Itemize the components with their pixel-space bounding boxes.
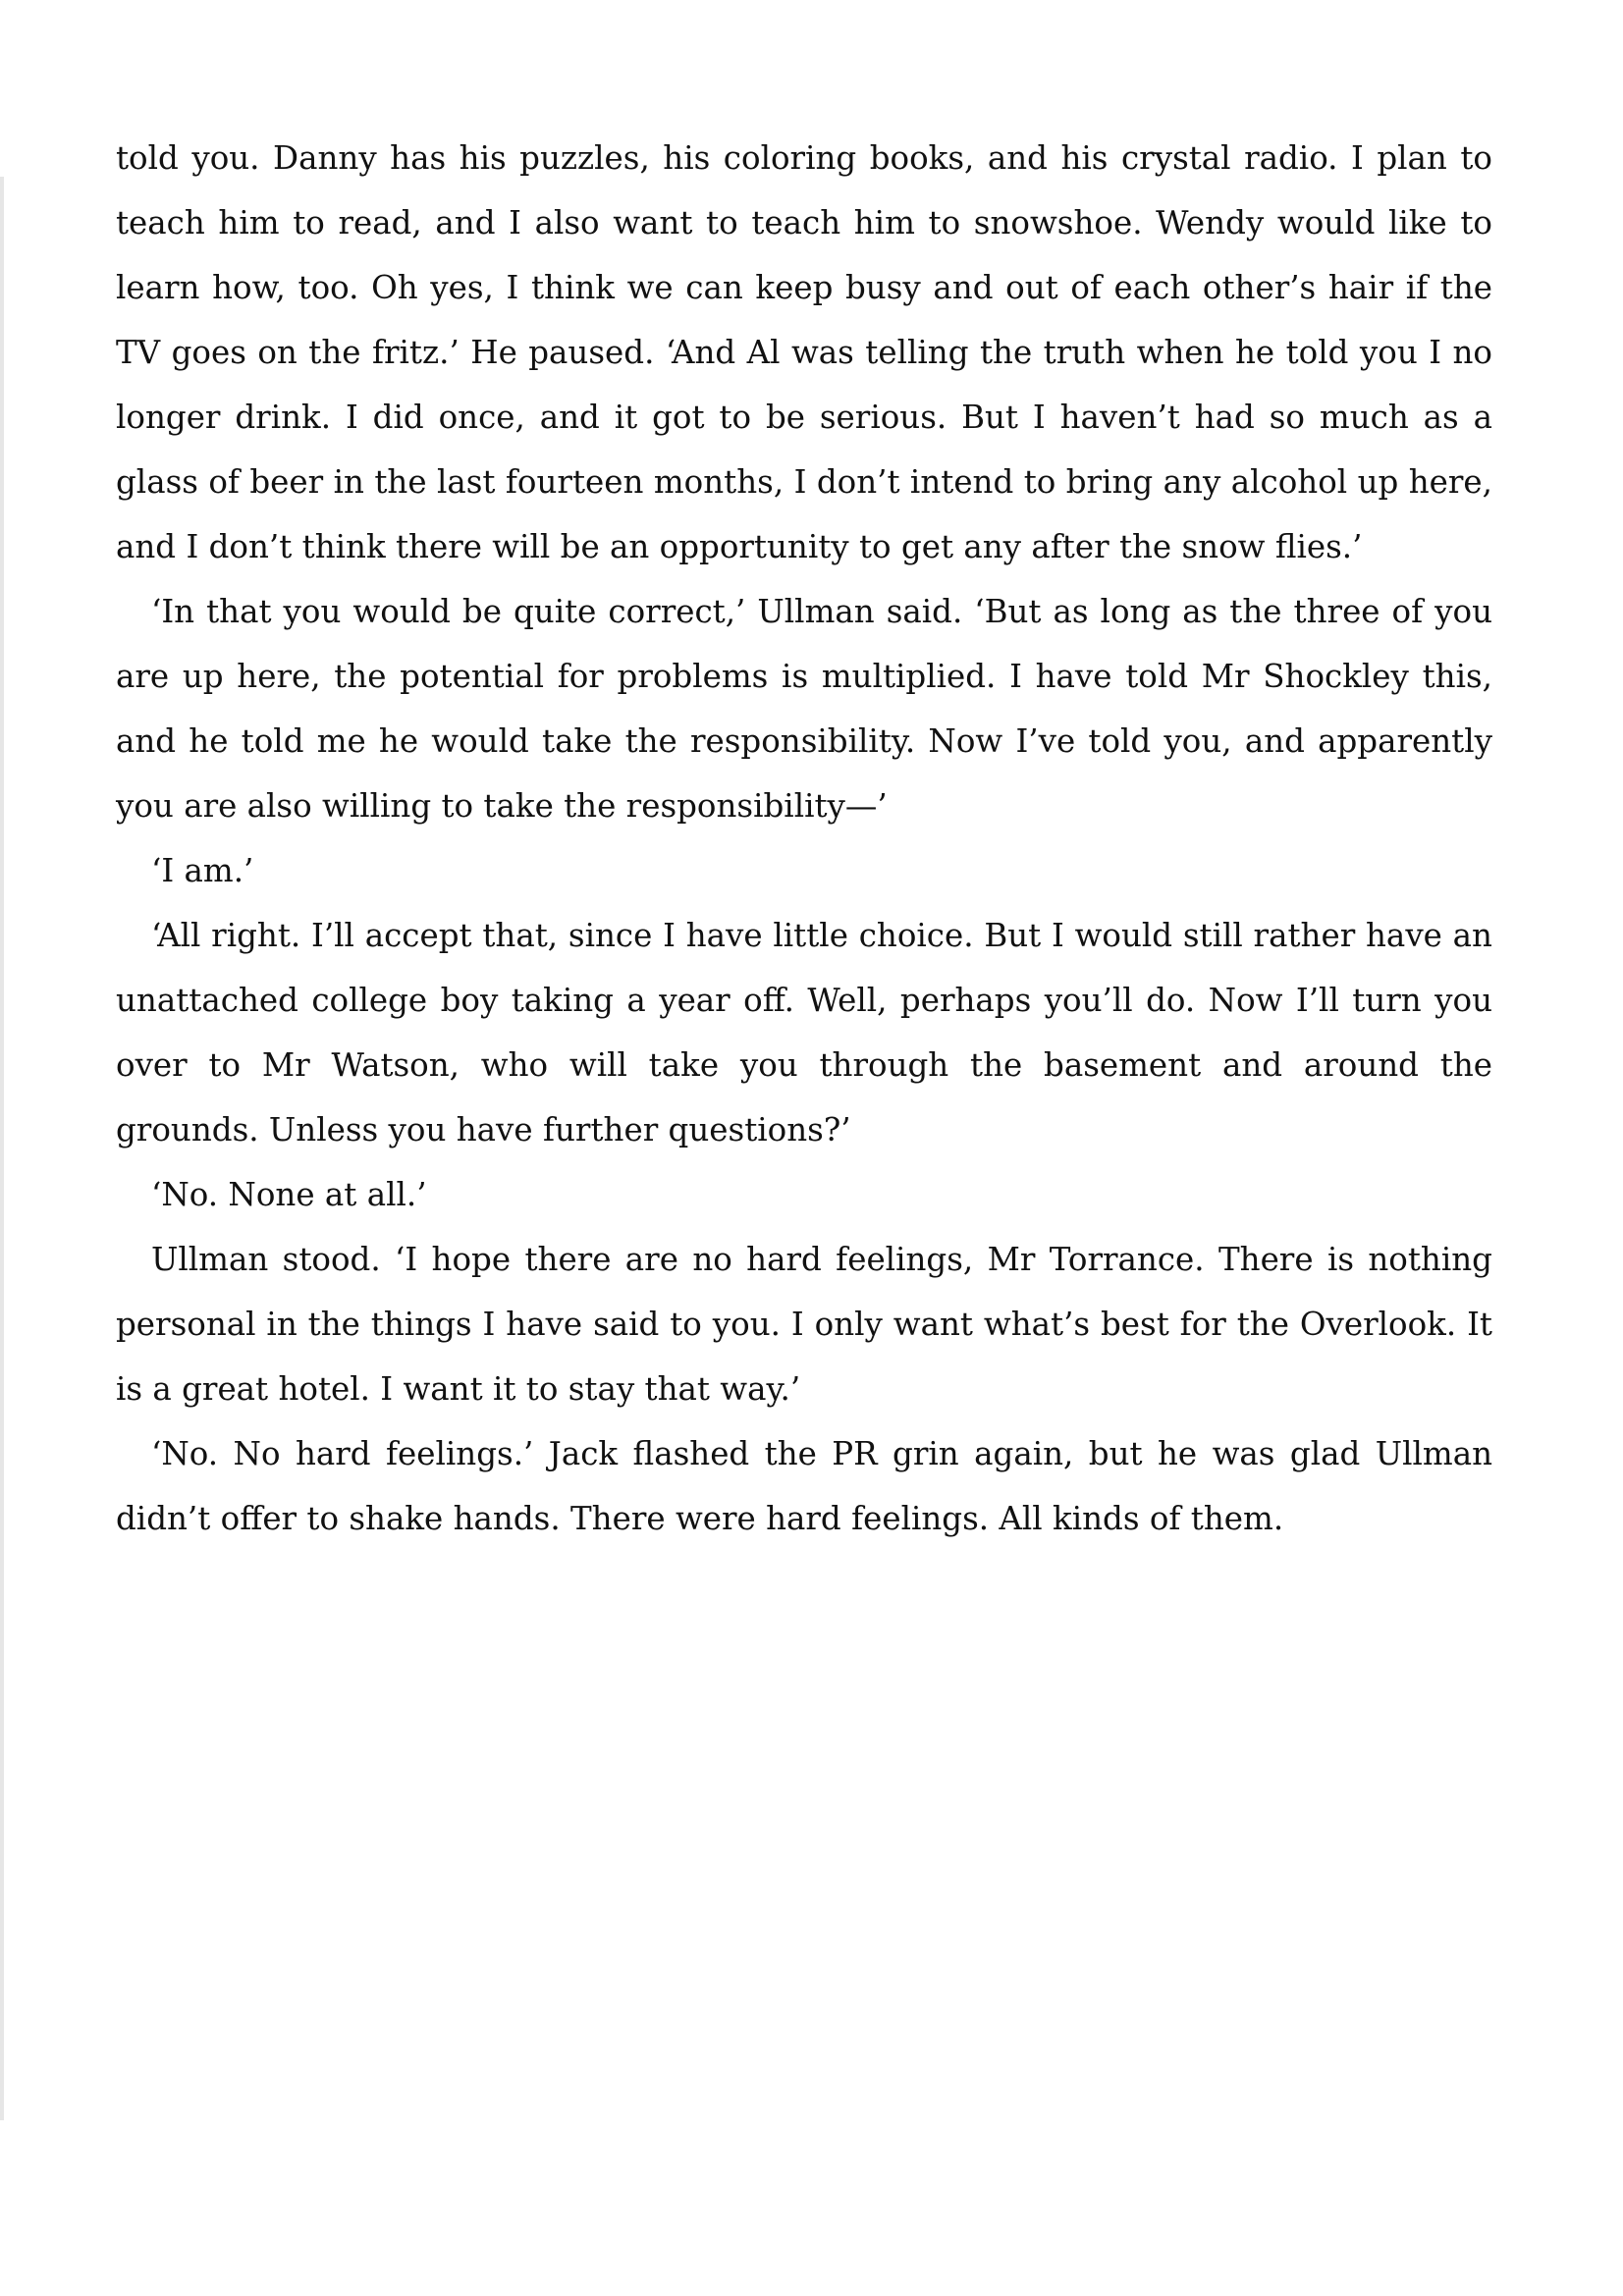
paragraph-6: Ullman stood. ‘I hope there are no hard feelings, Mr Torrance. There is nothing personal in the things I have said to you. I only want what’s best for the Overlook. It is a great hotel. I want it to stay that way.’ [116,1241,1492,1408]
paragraph-5: ‘No. None at all.’ [151,1176,427,1213]
paragraph-7: ‘No. No hard feelings.’ Jack flashed the PR grin again, but he was glad Ullman didn’t offer to shake hands. There were hard feelings. All kinds of them. [116,1435,1492,1537]
paragraph-3: ‘I am.’ [151,852,254,889]
body-text [116,126,1492,1551]
paragraph-2: ‘In that you would be quite correct,’ Ullman said. ‘But as long as the three of you are up here, the potential for problems is multiplied. I have told Mr Shockley this, and he told me he would take the responsibility. Now I’ve told you, and apparently you are also willing to take the responsibility—’ [116,593,1492,825]
paragraph-1: told you. Danny has his puzzles, his coloring books, and his crystal radio. I plan to teach him to read, and I also want to teach him to snowshoe. Wendy would like to learn how, too. Oh yes, I think we can keep busy and out of each other’s hair if the TV goes on the fritz.’ He paused. ‘And Al was telling the truth when he told you I no longer drink. I did once, and it got to be serious. But I haven’t had so much as a glass of beer in the last fourteen months, I don’t intend to bring any alcohol up here, and I don’t think there will be an opportunity to get any after the snow flies.’ [116,139,1492,565]
paragraph-4: ‘All right. I’ll accept that, since I have little choice. But I would still rather have an unattached college boy taking a year off. Well, perhaps you’ll do. Now I’ll turn you over to Mr Watson, who will take you through the basement and around the grounds. Unless you have further questions?’ [116,917,1492,1148]
page-left-edge [0,177,4,2120]
